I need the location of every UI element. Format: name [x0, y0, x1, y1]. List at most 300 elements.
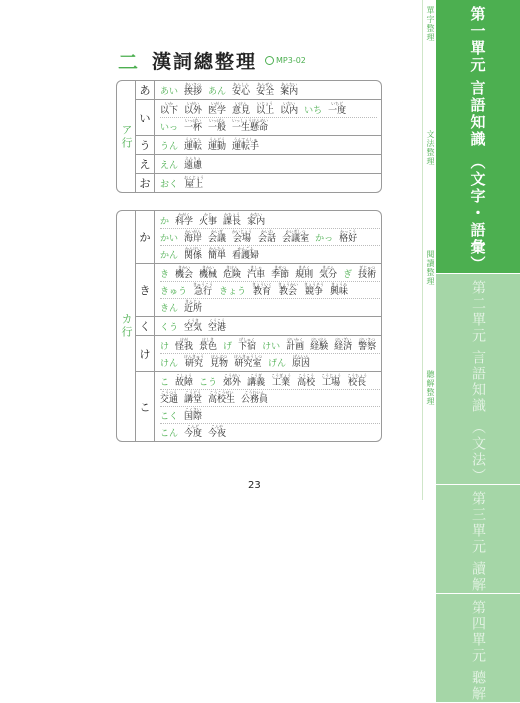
word-text: えん	[160, 161, 179, 171]
section-title: 漢詞總整理	[152, 51, 258, 73]
furigana: こうがい	[224, 373, 241, 378]
vocab-line	[160, 298, 382, 315]
vocab-word	[252, 282, 272, 298]
vocab-word	[232, 137, 259, 153]
vocab-word	[175, 265, 193, 281]
kana-row	[136, 372, 382, 441]
vocab-word	[184, 137, 202, 153]
furigana: くうき	[187, 318, 200, 323]
word-text: 格好	[339, 234, 358, 244]
vocab-word	[295, 265, 313, 281]
kana-label: か	[136, 211, 155, 263]
word-text: 今夜	[208, 429, 227, 439]
word-text: 国際	[184, 412, 203, 422]
word-text: 教会	[279, 287, 298, 297]
kana-row	[136, 317, 382, 336]
vocab-line	[160, 337, 382, 353]
furigana: いっぱい	[185, 118, 202, 123]
word-text: おく	[160, 180, 179, 190]
vocab-line	[160, 353, 382, 370]
word-text: 案内	[280, 87, 299, 97]
kana-reading-key	[315, 229, 333, 245]
word-text: いち	[304, 106, 323, 116]
word-text: 家内	[247, 217, 266, 227]
furigana: かんたん	[209, 246, 226, 251]
word-text: 運転	[184, 142, 203, 152]
kana-reading-key	[219, 282, 246, 298]
kana-label: あ	[136, 81, 155, 99]
vocab-word	[193, 282, 213, 298]
audio-icon	[265, 56, 274, 65]
kana-reading-key	[199, 373, 217, 389]
word-text: こ	[160, 378, 170, 388]
vocab-word	[184, 118, 202, 134]
word-text: 教育	[253, 287, 272, 297]
vocab-word	[184, 354, 204, 370]
word-text: 挨拶	[184, 87, 203, 97]
furigana: こんや	[211, 424, 224, 429]
kana-label: い	[136, 100, 155, 135]
kana-reading-key	[160, 318, 178, 334]
vocab-word	[199, 212, 217, 228]
section-number: 二	[118, 50, 138, 74]
furigana: こうこうせい	[209, 390, 234, 395]
word-text: 以外	[184, 106, 203, 116]
unit-tab-title: 讀解	[470, 561, 486, 593]
vocab-word	[319, 265, 337, 281]
vocab-line	[160, 265, 382, 281]
word-text: ぎ	[343, 270, 353, 280]
word-text: うん	[160, 142, 179, 152]
vocab-word	[358, 337, 376, 353]
vocab-line	[160, 175, 377, 191]
furigana: かいがん	[185, 229, 202, 234]
word-text: 急行	[194, 287, 213, 297]
word-text: 遠慮	[184, 161, 203, 171]
kana-reading-key	[160, 407, 178, 423]
word-text: 会場	[233, 234, 252, 244]
furigana: こうちょう	[347, 373, 368, 378]
furigana: けいざい	[335, 337, 352, 342]
vocab-word	[184, 101, 202, 117]
word-text: 科学	[175, 217, 194, 227]
furigana: きかい	[178, 265, 191, 270]
furigana: きしゃ	[250, 265, 263, 270]
group-label	[117, 211, 136, 441]
furigana: こうどう	[185, 390, 202, 395]
kana-row	[136, 81, 381, 100]
furigana: くうこう	[209, 318, 226, 323]
mp3-track[interactable]: MP3-02	[265, 56, 306, 65]
vocab-word	[184, 229, 202, 245]
vocab-word	[310, 337, 328, 353]
kana-reading-key	[268, 354, 286, 370]
furigana: かがく	[178, 212, 191, 217]
word-text: け	[160, 342, 170, 352]
kana-row	[136, 155, 381, 174]
word-text: 見物	[210, 359, 229, 369]
kana-reading-key	[160, 282, 187, 298]
vocab-word	[184, 424, 202, 440]
word-text: 工場	[322, 378, 341, 388]
furigana: いけん	[235, 101, 248, 106]
kana-reading-key	[160, 82, 178, 98]
vocab-word	[258, 229, 276, 245]
vocab-word	[210, 354, 228, 370]
word-text: 会議	[208, 234, 227, 244]
unit-tab-4[interactable]	[436, 594, 520, 703]
word-text: かん	[160, 251, 179, 261]
word-text: き	[160, 270, 170, 280]
kana-reading-key	[160, 229, 178, 245]
kana-reading-key	[262, 337, 280, 353]
vocab-word	[297, 373, 315, 389]
word-text: 一度	[328, 106, 347, 116]
furigana: けんきゅう	[184, 354, 205, 359]
kana-label: う	[136, 136, 155, 154]
vocab-word	[175, 337, 193, 353]
vocab-word	[199, 337, 217, 353]
vocab-line	[160, 212, 382, 228]
kana-label: く	[136, 317, 155, 335]
vocab-word	[160, 101, 178, 117]
kana-reading-key	[160, 299, 178, 315]
kana-row	[136, 100, 381, 136]
furigana: うんてん	[185, 137, 202, 142]
furigana: おくじょう	[184, 175, 205, 180]
vocab-word	[232, 229, 252, 245]
vocab-line	[160, 423, 382, 440]
unit-tab-number: 第三單元	[470, 491, 486, 555]
word-text: 一杯	[184, 123, 203, 133]
vocab-word	[286, 337, 304, 353]
word-text: 怪我	[175, 342, 194, 352]
furigana: こうぎょう	[271, 373, 292, 378]
word-text: こん	[160, 429, 179, 439]
vocab-line	[160, 117, 377, 134]
word-text: 警察	[358, 342, 377, 352]
word-text: 景色	[199, 342, 218, 352]
furigana: きぶん	[322, 265, 335, 270]
kana-row	[136, 174, 381, 192]
vocab-word	[184, 82, 202, 98]
unit-tab-subtitle: （文字・語彙）	[468, 154, 487, 273]
vocab-word	[208, 424, 226, 440]
word-text: 簡単	[208, 251, 227, 261]
group-label	[117, 81, 136, 192]
vocab-word	[256, 101, 274, 117]
kana-reading-key	[160, 373, 169, 389]
page-number: 23	[248, 480, 261, 491]
furigana: いちど	[331, 101, 344, 106]
word-text: げん	[268, 359, 287, 369]
side-strip	[422, 0, 436, 500]
word-text: 課長	[223, 217, 242, 227]
furigana: かいぎしつ	[285, 229, 306, 234]
group-ka-row	[116, 210, 382, 442]
word-text: 空港	[208, 323, 227, 333]
furigana: こうむいん	[244, 390, 265, 395]
word-text: 一般	[208, 123, 227, 133]
furigana: きょうかい	[278, 282, 299, 287]
word-text: 看護婦	[232, 251, 260, 261]
word-text: 下宿	[238, 342, 257, 352]
vocab-word	[247, 265, 265, 281]
vocab-word	[328, 101, 346, 117]
section-header	[118, 46, 306, 75]
word-text: くう	[160, 323, 179, 333]
furigana: いか	[165, 101, 173, 106]
vocab-word	[208, 390, 235, 406]
word-text: 危険	[223, 270, 242, 280]
word-text: 故障	[175, 378, 194, 388]
kana-reading-key	[160, 337, 169, 353]
vocab-line	[160, 389, 382, 406]
word-text: 屋上	[185, 180, 204, 190]
vocab-word	[292, 354, 310, 370]
unit-tab-title: 聽解	[470, 670, 486, 702]
furigana: けが	[180, 337, 189, 342]
furigana: かちょう	[224, 212, 241, 217]
vocab-word	[238, 337, 256, 353]
vocab-word	[160, 390, 178, 406]
kana-reading-key	[343, 265, 352, 281]
vocab-line	[160, 318, 382, 334]
furigana: きんじょ	[185, 299, 202, 304]
furigana: きょういく	[252, 282, 273, 287]
furigana: けんぶつ	[211, 354, 228, 359]
furigana: きせつ	[274, 265, 287, 270]
word-text: 計画	[286, 342, 305, 352]
word-text: あん	[208, 87, 227, 97]
furigana: いじょう	[257, 101, 274, 106]
word-text: 公務員	[241, 395, 269, 405]
side-strip-label[interactable]: 文法整理	[426, 130, 435, 166]
furigana: うんてんしゅ	[233, 137, 258, 142]
word-text: 交通	[160, 395, 179, 405]
furigana: あいさつ	[185, 82, 202, 87]
word-text: 高校	[297, 378, 316, 388]
word-text: 医学	[208, 106, 227, 116]
furigana: きゅうこう	[193, 282, 214, 287]
kana-label: け	[136, 336, 155, 371]
vocab-line	[160, 228, 382, 245]
word-text: 競争	[305, 287, 324, 297]
vocab-word	[184, 246, 202, 262]
vocab-line	[160, 406, 382, 423]
word-text: いっ	[160, 123, 179, 133]
furigana: かいわ	[261, 229, 274, 234]
vocab-word	[256, 82, 274, 98]
furigana: けいさつ	[359, 337, 376, 342]
unit-tab-number: 第一單元	[468, 6, 487, 74]
furigana: こくさい	[185, 407, 202, 412]
word-text: か	[160, 217, 170, 227]
vocab-word	[347, 373, 367, 389]
group-label-text: ア行	[120, 123, 133, 150]
vocab-word	[330, 282, 348, 298]
vocab-line	[160, 156, 377, 172]
vocab-word	[282, 229, 309, 245]
word-text: 経験	[310, 342, 329, 352]
vocab-word	[334, 337, 352, 353]
unit-tab-number: 第二單元	[470, 280, 486, 344]
vocab-word	[175, 373, 193, 389]
furigana: あんしん	[233, 82, 250, 87]
vocab-word	[358, 265, 376, 281]
furigana: けいかく	[287, 337, 304, 342]
word-text: 今度	[184, 429, 203, 439]
unit-tab-number: 第四單元	[470, 600, 486, 664]
word-text: けん	[160, 359, 179, 369]
kana-reading-key	[208, 82, 226, 98]
furigana: こうぎ	[250, 373, 263, 378]
word-text: 海岸	[184, 234, 203, 244]
word-text: 工業	[272, 378, 291, 388]
kana-label: お	[136, 174, 155, 192]
vocab-word	[321, 373, 341, 389]
group-a-row	[116, 80, 382, 193]
kana-reading-key	[160, 175, 178, 191]
vocab-word	[208, 137, 226, 153]
unit-tab-title: 言語知識	[468, 80, 487, 148]
word-text: 会議室	[282, 234, 310, 244]
vocab-line	[160, 82, 377, 98]
word-text: 講堂	[184, 395, 203, 405]
word-text: 運動	[208, 142, 227, 152]
word-text: きょう	[219, 287, 247, 297]
word-text: 気分	[319, 270, 338, 280]
word-text: こう	[199, 378, 218, 388]
furigana: けんきゅうしつ	[234, 354, 263, 359]
kana-reading-key	[160, 137, 178, 153]
vocab-word	[304, 282, 324, 298]
vocab-word	[208, 101, 226, 117]
furigana: きけん	[226, 265, 239, 270]
vocab-word	[247, 212, 265, 228]
vocab-word	[223, 265, 241, 281]
kana-reading-key	[160, 118, 178, 134]
vocab-word	[280, 82, 298, 98]
vocab-word	[234, 354, 262, 370]
unit-tab-1[interactable]	[436, 0, 520, 274]
unit-tab-2[interactable]	[436, 274, 520, 485]
kana-row	[136, 336, 382, 372]
word-text: 運転手	[232, 142, 260, 152]
word-text: 研究室	[234, 359, 262, 369]
word-text: 火事	[199, 217, 218, 227]
vocab-word	[208, 118, 226, 134]
furigana: こうじょう	[321, 373, 342, 378]
word-text: 意見	[232, 106, 251, 116]
vocab-line	[160, 245, 382, 262]
vocab-word	[184, 390, 202, 406]
furigana: かっこう	[340, 229, 357, 234]
kana-reading-key	[223, 337, 232, 353]
kana-row	[136, 211, 382, 264]
word-text: けい	[262, 342, 281, 352]
vocab-word	[223, 212, 241, 228]
word-text: 研究	[185, 359, 204, 369]
word-text: 経済	[334, 342, 353, 352]
kana-row	[136, 136, 381, 155]
furigana: こうつう	[161, 390, 177, 395]
furigana: きかい	[202, 265, 215, 270]
word-text: 機会	[175, 270, 194, 280]
word-text: げ	[223, 342, 233, 352]
word-text: 季節	[271, 270, 290, 280]
kana-reading-key	[160, 265, 169, 281]
furigana: かいぎ	[211, 229, 224, 234]
furigana: きょうみ	[331, 282, 348, 287]
word-text: 機械	[199, 270, 218, 280]
furigana: いがく	[211, 101, 224, 106]
furigana: きそく	[298, 265, 311, 270]
side-strip-label[interactable]: 閱讀整理	[426, 250, 435, 286]
furigana: かんごふ	[237, 246, 254, 251]
group-label-text: カ行	[120, 313, 133, 339]
unit-tabs	[422, 0, 520, 702]
word-text: かっ	[315, 234, 334, 244]
furigana: きょうそう	[304, 282, 325, 287]
kana-reading-key	[160, 156, 178, 172]
furigana: げしゅく	[239, 337, 256, 342]
word-text: 校長	[348, 378, 367, 388]
vocab-word	[184, 299, 202, 315]
kana-reading-key	[160, 246, 178, 262]
word-text: 講義	[247, 378, 266, 388]
furigana: あんない	[281, 82, 298, 87]
word-text: 安心	[232, 87, 251, 97]
vocab-word	[175, 212, 193, 228]
kana-reading-key	[160, 212, 169, 228]
furigana: うんどう	[209, 137, 226, 142]
word-text: 以内	[280, 106, 299, 116]
kana-label: こ	[136, 372, 155, 441]
vocab-line	[160, 373, 382, 389]
word-text: 以上	[256, 106, 275, 116]
word-text: 近所	[184, 304, 203, 314]
kana-label: き	[136, 264, 155, 316]
vocab-line	[160, 101, 377, 117]
side-strip-label[interactable]: 單字整理	[426, 6, 435, 42]
kana-label: え	[136, 155, 155, 173]
word-text: 郊外	[223, 378, 242, 388]
unit-tab-3[interactable]	[436, 485, 520, 594]
furigana: ぎじゅつ	[359, 265, 376, 270]
furigana: いっしょうけんめい	[232, 118, 269, 123]
furigana: あんぜん	[257, 82, 274, 87]
vocab-word	[339, 229, 357, 245]
furigana: こうこう	[298, 373, 315, 378]
word-text: こく	[160, 412, 179, 422]
vocab-word	[232, 246, 259, 262]
vocab-word	[184, 318, 202, 334]
side-strip-label[interactable]: 聽解整理	[426, 370, 435, 406]
furigana: こんど	[187, 424, 200, 429]
kana-row	[136, 264, 382, 317]
furigana: けしき	[202, 337, 215, 342]
vocab-word	[223, 373, 241, 389]
word-text: 以下	[160, 106, 179, 116]
vocab-word	[280, 101, 298, 117]
furigana: げんいん	[293, 354, 310, 359]
kana-reading-key	[304, 101, 322, 117]
vocab-line	[160, 137, 377, 153]
vocab-word	[271, 373, 291, 389]
furigana: いない	[283, 101, 296, 106]
word-text: 原因	[292, 359, 311, 369]
